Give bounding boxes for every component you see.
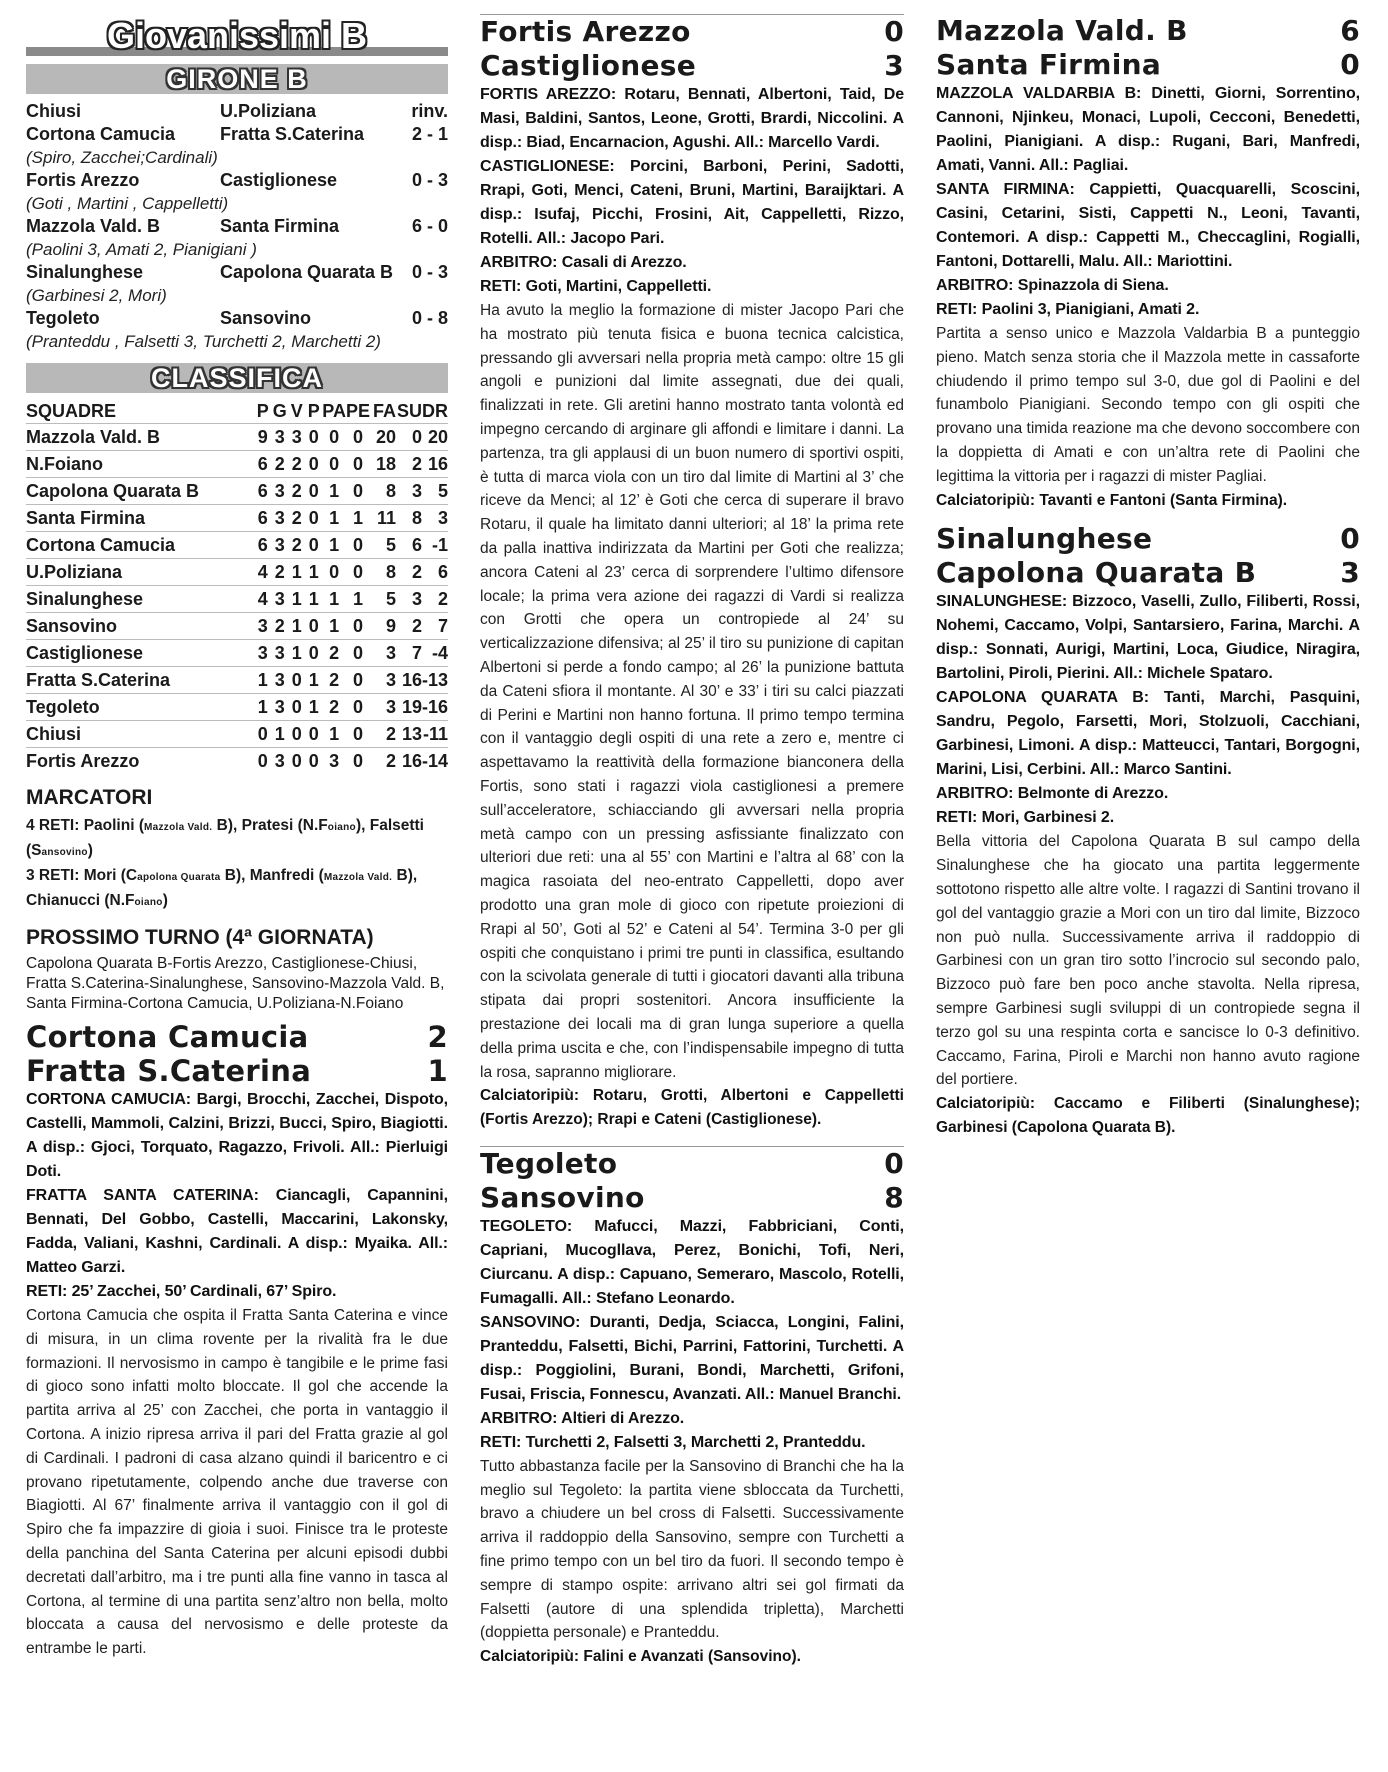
stat-cell: 0	[305, 748, 322, 775]
stat-cell: 1	[305, 559, 322, 586]
stat-cell: 2	[370, 721, 396, 748]
stat-cell: 3	[271, 694, 288, 721]
away-team-line	[26, 1054, 448, 1088]
stat-cell: 0	[288, 748, 305, 775]
goals: RETI: Paolini 3, Pianigiani, Amati 2.	[936, 301, 1200, 318]
team-name: Mazzola Vald. B	[936, 14, 1188, 47]
result-row	[26, 123, 448, 146]
stat-cell: 3	[271, 586, 288, 613]
stat-cell: 0	[305, 505, 322, 532]
result-row	[26, 215, 448, 238]
scorers-team: Mazzola Vald.	[143, 822, 213, 833]
standings-table	[26, 399, 448, 774]
report-text: Bella vittoria del Capolona Quarata B sul campo della Sinalunghese che ha giocato una partita leggermente sottotono rispetto alle altre volte. I ragazzi di Santini trovano il gol del vantaggio grazie a Mori con un tiro dal limite, Bizzoco non può nulla. Successivamente arriva il raddoppio di Garbinesi con un gran tiro sotto l’incrocio sul secondo palo, Bizzoco può fare ben poco anche stavolta. Nella ripresa, sempre Garbinesi sugli sviluppi di un contropiede segna il terzo gol su una respinta corta e sancisce lo 0-3 definitivo. Caccamo, Farina, Piroli e Marchi non hanno avuto ragione del portiere.	[936, 833, 1360, 1089]
stat-cell: 0	[305, 532, 322, 559]
team-name: Fratta S.Caterina	[26, 667, 254, 694]
home-team: Mazzola Vald. B	[26, 216, 161, 236]
stat-cell: 3	[396, 478, 422, 505]
team-score: 0	[884, 15, 904, 48]
home-team: Tegoleto	[26, 308, 100, 328]
stat-cell: 11	[370, 505, 396, 532]
stat-cell: 1	[322, 613, 346, 640]
stat-cell: 0	[288, 721, 305, 748]
stat-cell: 8	[370, 478, 396, 505]
match-report-cortona	[26, 1020, 448, 1661]
away-team: Santa Firmina	[220, 216, 340, 236]
stat-cell: 0	[346, 721, 370, 748]
score: rinv.	[411, 101, 448, 121]
standings-row	[26, 613, 448, 640]
standings-row	[26, 424, 448, 451]
stat-cell: 1	[305, 667, 322, 694]
standings-row	[26, 640, 448, 667]
result-row	[26, 169, 448, 192]
stat-cell: 0	[346, 667, 370, 694]
team-name: Chiusi	[26, 721, 254, 748]
team-name: Sinalunghese	[26, 586, 254, 613]
team-name: Castiglionese	[26, 640, 254, 667]
stat-cell: 0	[305, 613, 322, 640]
away-team-line	[936, 556, 1360, 590]
referee: ARBITRO: Casali di Arezzo.	[480, 254, 687, 271]
stat-cell: 20	[370, 424, 396, 451]
scorers-team: ansovino	[41, 847, 88, 858]
scorers-line	[26, 814, 448, 864]
scorers-text: B), Pratesi (N.F	[212, 817, 328, 834]
stat-cell: 6	[254, 451, 271, 478]
team-name: Cortona Camucia	[26, 532, 254, 559]
stat-cell: 2	[271, 613, 288, 640]
standings-row	[26, 721, 448, 748]
referee: ARBITRO: Altieri di Arezzo.	[480, 1409, 685, 1427]
best-players	[480, 1645, 904, 1669]
stat-cell: 5	[370, 586, 396, 613]
stat-cell: 5	[370, 532, 396, 559]
stat-cell: 2	[288, 505, 305, 532]
away-lineup: SANTA FIRMINA: Cappietti, Quacquarelli, Scoscini, Casini, Cetarini, Sisti, Cappetti N., Leoni, Tavanti, Contemori. A disp.: Cappetti M., Checcaglini, Rogialli, Fantoni, Dottarelli, Malu. All.: Mariottini.	[936, 181, 1360, 270]
stat-cell: 3	[322, 748, 346, 775]
goals: RETI: Goti, Martini, Cappelletti.	[480, 278, 712, 295]
title-text: Giovanissimi B	[106, 15, 368, 56]
standings-row	[26, 667, 448, 694]
stat-cell: 0	[346, 532, 370, 559]
stat-cell: 0	[305, 424, 322, 451]
stat-cell: 3	[271, 424, 288, 451]
group-header	[26, 64, 448, 94]
referee: ARBITRO: Spinazzola di Siena.	[936, 277, 1169, 294]
stat-cell: 3	[370, 667, 396, 694]
stat-cell: 0	[346, 640, 370, 667]
away-lineup: FRATTA SANTA CATERINA: Ciancagli, Capannini, Bennati, Del Gobbo, Castelli, Maccarini, Lakonsky, Fadda, Valiani, Kashni, Cardinali. A disp.: Myaika. All.: Matteo Garzi.	[26, 1187, 448, 1276]
stat-cell: 1	[288, 613, 305, 640]
team-name: Sinalunghese	[936, 522, 1153, 556]
goals: RETI: 25’ Zacchei, 50’ Cardinali, 67’ Spiro.	[26, 1283, 337, 1300]
stat-cell: 2	[322, 667, 346, 694]
match-report-tegoleto	[480, 1146, 904, 1669]
stat-cell: 0	[346, 451, 370, 478]
team-name: Mazzola Vald. B	[26, 424, 254, 451]
away-lineup: CASTIGLIONESE: Porcini, Barboni, Perini, Sadotti, Rrapi, Goti, Menci, Cateni, Bruni, Martini, Baraijktari. A disp.: Isufaj, Picchi, Frosini, Ait, Cappelletti, Rizzo, Rotelli. All.: Jacopo Pari.	[480, 158, 904, 247]
stat-cell: 0	[288, 694, 305, 721]
stat-cell: 3	[370, 694, 396, 721]
stat-cell: -1	[422, 532, 448, 559]
team-score: 0	[884, 1146, 904, 1180]
stat-cell: 0	[346, 748, 370, 775]
stat-cell: 2	[288, 451, 305, 478]
home-team: Chiusi	[26, 101, 82, 121]
stat-cell: 0	[346, 424, 370, 451]
stat-cell: 7	[422, 613, 448, 640]
col-header: P	[307, 400, 320, 421]
stat-cell: 0	[346, 559, 370, 586]
stat-cell: 3	[271, 478, 288, 505]
col-header: SU	[396, 400, 422, 421]
stat-cell: 0	[322, 559, 346, 586]
stat-cell: -14	[422, 748, 448, 775]
stat-cell: 3	[422, 505, 448, 532]
stat-cell: 1	[254, 667, 271, 694]
result-scorers: (Pranteddu , Falsetti 3, Turchetti 2, Marchetti 2)	[26, 332, 381, 351]
team-score: 0	[1340, 522, 1360, 556]
stat-cell: 8	[396, 505, 422, 532]
team-name: Capolona Quarata B	[936, 556, 1257, 590]
stat-cell: 6	[254, 505, 271, 532]
stat-cell: -4	[422, 640, 448, 667]
team-name: Cortona Camucia	[26, 1020, 309, 1054]
team-score: 6	[1340, 14, 1360, 47]
stat-cell: 13	[396, 721, 422, 748]
score: 2 - 1	[411, 124, 448, 144]
home-lineup: MAZZOLA VALDARBIA B: Dinetti, Giorni, Sorrentino, Cannoni, Njinkeu, Monaci, Lupoli, Cecconi, Benedetti, Paolini, Pianigiani. A disp.: Rugani, Bari, Manfredi, Amati, Vanni. All.: Pagliai.	[936, 85, 1360, 174]
stat-cell: 5	[422, 478, 448, 505]
stat-cell: 2	[322, 640, 346, 667]
result-scorers: (Paolini 3, Amati 2, Pianigiani )	[26, 240, 257, 259]
goals: RETI: Mori, Garbinesi 2.	[936, 809, 1115, 827]
stat-cell: 1	[305, 586, 322, 613]
score: 0 - 8	[411, 308, 448, 328]
stat-cell: 3	[271, 640, 288, 667]
standings-row	[26, 532, 448, 559]
home-team-line	[26, 1020, 448, 1054]
score: 0 - 3	[411, 170, 448, 190]
page-title	[26, 14, 448, 58]
home-lineup: SINALUNGHESE: Bizzoco, Vaselli, Zullo, Filiberti, Rossi, Nohemi, Caccamo, Volpi, Santarsiero, Farina, Marchi. A disp.: Sonnati, Aurigi, Martini, Loca, Giudice, Niragira, Bartolini, Piroli, Pierini. All.: Michele Spataro.	[936, 593, 1360, 683]
column-middle	[480, 14, 904, 1669]
team-name: Sansovino	[26, 613, 254, 640]
column-right	[936, 14, 1360, 1140]
stat-cell: 7	[396, 640, 422, 667]
team-name: U.Poliziana	[26, 559, 254, 586]
best-players-text: Calciatoripiù: Caccamo e Filiberti (Sinalunghese); Garbinesi (Capolona Quarata B).	[936, 1095, 1360, 1136]
stat-cell: 0	[305, 640, 322, 667]
standings-header-row	[26, 399, 448, 424]
stat-cell: 2	[396, 613, 422, 640]
column-left	[26, 14, 448, 1661]
scorers-team: Mazzola Vald.	[323, 872, 393, 883]
stat-cell: 1	[288, 640, 305, 667]
results-list	[26, 100, 448, 353]
stat-cell: 4	[254, 586, 271, 613]
stat-cell: 3	[254, 640, 271, 667]
stat-cell: 1	[322, 478, 346, 505]
score: 0 - 3	[411, 262, 448, 282]
stat-cell: 0	[305, 451, 322, 478]
stat-cell: 3	[396, 586, 422, 613]
stat-cell: 0	[346, 478, 370, 505]
home-lineup: TEGOLETO: Mafucci, Mazzi, Fabbriciani, Conti, Capriani, Mucogllava, Perez, Bonichi, Tofi, Neri, Ciurcanu. A disp.: Capuano, Semeraro, Mascolo, Rotelli, Fumagalli. All.: Stefano Leonardo.	[480, 1217, 904, 1307]
home-team-line	[480, 1147, 904, 1181]
stat-cell: 1	[322, 532, 346, 559]
next-round-title: PROSSIMO TURNO (4ª GIORNATA)	[26, 926, 374, 949]
scorers-title: MARCATORI	[26, 786, 153, 809]
stat-cell: 6	[422, 559, 448, 586]
team-name: Santa Firmina	[936, 48, 1162, 81]
stat-cell: 1	[305, 694, 322, 721]
report-text: Tutto abbastanza facile per la Sansovino di Branchi che ha la meglio sul Tegoleto: la partita viene sbloccata da Turchetti, bravo a chiudere un bel cross di Falsetti. Successivamente arriva il raddoppio della Sansovino, sempre con Turchetti a fine primo tempo con un bel tiro da fuori. Il secondo tempo è sempre di stampo ospite: arrivano altri sei gol firmati da Falsetti (autore di una splendida tripletta), Marchetti (doppietta personale) e Pranteddu.	[480, 1457, 904, 1642]
scorers-text: B), Manfredi (	[220, 867, 324, 884]
stat-cell: 2	[288, 532, 305, 559]
stat-cell: 1	[322, 721, 346, 748]
standings-row	[26, 559, 448, 586]
team-name: N.Foiano	[26, 451, 254, 478]
best-players-text: Calciatoripiù: Falini e Avanzati (Sansovino).	[480, 1648, 801, 1666]
best-players-text: Calciatoripiù: Tavanti e Fantoni (Santa Firmina).	[936, 491, 1288, 509]
away-team: Sansovino	[220, 308, 312, 328]
stat-cell: 2	[396, 559, 422, 586]
stat-cell: 0	[346, 694, 370, 721]
group-title: GIRONE B	[166, 64, 308, 94]
team-name: Capolona Quarata B	[26, 478, 254, 505]
home-lineup: FORTIS AREZZO: Rotaru, Bennati, Albertoni, Taid, De Masi, Baldini, Santos, Leone, Grotti, Brardi, Niccolini. A disp.: Biad, Encarnacion, Agushi. All.: Marcello Vardi.	[480, 86, 904, 151]
home-team-line	[936, 14, 1360, 48]
scorers-text: B), Chianucci (N.F	[26, 867, 418, 909]
result-row	[26, 307, 448, 330]
col-header: PE	[345, 400, 370, 421]
best-players	[480, 1084, 904, 1132]
col-header: FA	[372, 400, 396, 421]
stat-cell: 0	[254, 721, 271, 748]
stat-cell: 0	[305, 721, 322, 748]
goals: RETI: Turchetti 2, Falsetti 3, Marchetti 2, Pranteddu.	[480, 1433, 866, 1451]
stat-cell: 2	[322, 694, 346, 721]
stat-cell: 18	[370, 451, 396, 478]
report-text: Cortona Camucia che ospita il Fratta Santa Caterina e vince di misura, in un clima rovente per la rivalità fra le due formazioni. Il nervosismo in campo è tangibile e le prime fasi di gioco sono infatti molto bloccate. Il gol che accende la partita arriva al 25’ con Zacchei, che porta in vantaggio il Cortona. A inizio ripresa arriva il pari del Fratta grazie al gol di Cardinali. I padroni di casa alzano quindi il baricentro e ci provano ripetutamente, colpendo anche due traverse con Biagiotti. Al 67’ finalmente arriva il vantaggio con il gol di Spiro che fa impazzire di gioia i suoi. Finisce tra le proteste della panchina del Santa Caterina per alcuni episodi dubbi decretati dall’arbitro, ma i tre punti alla fine vanno in tasca al Cortona, al termine di una partita senz’altro non bella, molto bloccata a causa del nervosismo e delle proteste da entrambe le parti.	[26, 1307, 448, 1658]
match-report-sinalunghese	[936, 522, 1360, 1139]
match-report-mazzola	[936, 14, 1360, 512]
away-lineup: SANSOVINO: Duranti, Dedja, Sciacca, Longini, Falini, Pranteddu, Falsetti, Bichi, Parrini, Fattorini, Turchetti. A disp.: Poggiolini, Burani, Bondi, Marchetti, Grifoni, Fusai, Friscia, Fonnescu, Avanzati. All.: Manuel Branchi.	[480, 1313, 904, 1403]
team-name: Tegoleto	[480, 1146, 618, 1180]
stat-cell: 1	[288, 559, 305, 586]
report-text: Ha avuto la meglio la formazione di mister Jacopo Pari che ha mostrato più tenuta fisica e buona tecnica calcistica, pressando gli avversari nella propria metà campo: oltre 15 gli angoli e punizioni dal limite assegnati, due dei quali, finalizzati in rete. Gli aretini hanno mostrato tanta volontà ed impegno cercando di arginare gli affondi e limitare i danni. La partenza, tra gli applausi di un buon numero di sportivi ospiti, è tutta di marca viola con un tiro dal limite di Martini al 3’ che riceve da Menci; al 12’ è Goti che cerca di superare il bravo Rotaru, il quale ha limitato danni ulteriori; al 18’ la prima rete da palla inattiva indirizzata da Martini per Goti che realizza; ancora Cateni al 23’ cerca di sorprendere l’ultimo difensore locale; la prima vera azione dei ragazzi di Vardi si realizza con Grotti che opera un contropiede al 24’ su verticalizzazione difensiva; al 25’ il tiro su punizione di capitan Albertoni si perde a fondo campo; al 26’ la punizione battuta da Cateni sfiora il montante. Al 30’ e 33’ i tiri su calci piazzati di Perini e Martini non hanno fortuna. Il primo tempo termina con il vantaggio degli ospiti di una rete a zero e, mentre ci aspettavamo la reattività della formazione bianconera della Fortis, sono stati i ragazzi viola castiglionesi a premere sull’acceleratore, schiacciando gli avversari nella propria metà campo con un pressing asfissiante finalizzato con ulteriori due reti: una al 55’ con Martini e l’altra al 68’ con la magica rasoiata del neo-entrato Cappelletti, dopo aver prodotto una gran mole di gioco con ripetute proiezioni di Rrapi al 50’, Goti al 52’ e Cateni al 54’. Termina 3-0 per gli ospiti che conquistano i primi tre punti in classifica, esultando con la scivolata generale di tutti i giocatori davanti alla tribuna stipata dai propri sostenitori. Ancora insufficiente la prestazione dei locali ma di gran lunga superiore a quella della prima uscita e che, con l’indispensabile impegno di tutta la rosa, sapranno migliorare.	[480, 302, 904, 1081]
standings-row	[26, 586, 448, 613]
away-lineup: CAPOLONA QUARATA B: Tanti, Marchi, Pasquini, Sandru, Pegolo, Farsetti, Mori, Stolzuoli, Cacchiani, Garbinesi, Limoni. A disp.: Matteucci, Tantari, Borgogni, Marini, Lisi, Cerbini. All.: Marco Santini.	[936, 689, 1360, 779]
best-players-text: Calciatoripiù: Rotaru, Grotti, Albertoni e Cappelletti (Fortis Arezzo); Rrapi e Cateni (Castiglionese).	[480, 1087, 904, 1129]
stat-cell: 1	[346, 586, 370, 613]
team-name: Castiglionese	[480, 49, 697, 82]
stat-cell: 9	[254, 424, 271, 451]
team-score: 1	[427, 1054, 448, 1088]
standings-row	[26, 505, 448, 532]
stat-cell: 3	[288, 424, 305, 451]
stat-cell: 1	[322, 505, 346, 532]
stat-cell: 9	[370, 613, 396, 640]
scorers-team: oiano	[327, 822, 356, 833]
stat-cell: 16	[422, 451, 448, 478]
standings-row	[26, 478, 448, 505]
stat-cell: 1	[288, 586, 305, 613]
col-header: PA	[322, 400, 346, 421]
stat-cell: -13	[422, 667, 448, 694]
team-name: Fortis Arezzo	[26, 748, 254, 775]
scorers-text: )	[87, 842, 93, 859]
stat-cell: 3	[254, 613, 271, 640]
stat-cell: 0	[346, 613, 370, 640]
stat-cell: 19	[396, 694, 422, 721]
stat-cell: 20	[422, 424, 448, 451]
col-header: SQUADRE	[26, 400, 117, 421]
col-header: DR	[422, 400, 448, 421]
result-scorers: (Goti , Martini , Cappelletti)	[26, 194, 229, 213]
home-team: Fortis Arezzo	[26, 170, 140, 190]
team-score: 8	[884, 1180, 904, 1214]
stat-cell: 3	[271, 748, 288, 775]
stat-cell: 8	[370, 559, 396, 586]
result-row	[26, 261, 448, 284]
away-team: Capolona Quarata B	[220, 262, 394, 282]
away-team-line	[936, 48, 1360, 82]
stat-cell: 1	[322, 586, 346, 613]
team-score: 2	[427, 1020, 448, 1054]
team-name: Tegoleto	[26, 694, 254, 721]
team-name: Sansovino	[480, 1180, 645, 1214]
scorers-team: apolona Quarata	[137, 872, 221, 883]
col-header: G	[272, 400, 287, 421]
team-score: 3	[1340, 556, 1360, 590]
result-scorers: (Spiro, Zacchei;Cardinali)	[26, 148, 218, 167]
score: 6 - 0	[411, 216, 448, 236]
stat-cell: 3	[271, 532, 288, 559]
stat-cell: 0	[396, 424, 422, 451]
home-team: Cortona Camucia	[26, 124, 176, 144]
away-team-line	[480, 49, 904, 83]
stat-cell: 16	[396, 667, 422, 694]
scorers-text: 3 RETI: Mori (C	[26, 867, 138, 884]
scorers-line	[26, 864, 448, 914]
stat-cell: 2	[271, 559, 288, 586]
next-round-text: Capolona Quarata B-Fortis Arezzo, Castiglionese-Chiusi, Fratta S.Caterina-Sinalunghese, Sansovino-Mazzola Vald. B, Santa Firmina-Cortona Camucia, U.Poliziana-N.Foiano	[26, 955, 445, 1012]
standings-title: CLASSIFICA	[151, 363, 323, 393]
home-team: Sinalunghese	[26, 262, 144, 282]
stat-cell: 6	[254, 478, 271, 505]
stat-cell: 2	[422, 586, 448, 613]
scorers-text: ), Falsetti (S	[26, 817, 424, 859]
stat-cell: 3	[271, 667, 288, 694]
match-report-fortis	[480, 14, 904, 1132]
stat-cell: 1	[346, 505, 370, 532]
stat-cell: 3	[370, 640, 396, 667]
stat-cell: 1	[254, 694, 271, 721]
result-scorers: (Garbinesi 2, Mori)	[26, 286, 167, 305]
stat-cell: -16	[422, 694, 448, 721]
col-header: P	[256, 400, 269, 421]
stat-cell: 2	[288, 478, 305, 505]
team-score: 0	[1340, 48, 1360, 81]
col-header: V	[290, 400, 303, 421]
stat-cell: 2	[396, 451, 422, 478]
home-team-line	[936, 522, 1360, 556]
scorers-team: oiano	[134, 897, 163, 908]
away-team: Fratta S.Caterina	[220, 124, 365, 144]
team-name: Santa Firmina	[26, 505, 254, 532]
stat-cell: 0	[305, 478, 322, 505]
result-row	[26, 100, 448, 123]
standings-row	[26, 451, 448, 478]
scorers-text: )	[162, 892, 168, 909]
standings-row	[26, 694, 448, 721]
home-lineup: CORTONA CAMUCIA: Bargi, Brocchi, Zacchei, Dispoto, Castelli, Mammoli, Calzini, Brizzi, Bucci, Spiro, Biagiotti. A disp.: Gjoci, Torquato, Ragazzo, Frivoli. All.: Pierluigi Doti.	[26, 1091, 448, 1180]
best-players	[936, 489, 1360, 513]
stat-cell: 0	[322, 424, 346, 451]
stat-cell: 2	[370, 748, 396, 775]
away-team: Castiglionese	[220, 170, 338, 190]
team-score: 3	[884, 49, 904, 82]
home-team-line	[480, 15, 904, 49]
stat-cell: 1	[271, 721, 288, 748]
stat-cell: 0	[254, 748, 271, 775]
team-name: Fratta S.Caterina	[26, 1054, 312, 1088]
standings-header	[26, 363, 448, 393]
away-team: U.Poliziana	[220, 101, 317, 121]
stat-cell: 16	[396, 748, 422, 775]
team-name: Fortis Arezzo	[480, 15, 691, 48]
away-team-line	[480, 1181, 904, 1215]
stat-cell: 0	[322, 451, 346, 478]
stat-cell: 6	[396, 532, 422, 559]
stat-cell: 6	[254, 532, 271, 559]
stat-cell: 2	[271, 451, 288, 478]
stat-cell: -11	[422, 721, 448, 748]
standings-row	[26, 748, 448, 775]
scorers-text: 4 RETI: Paolini (	[26, 817, 144, 834]
stat-cell: 0	[288, 667, 305, 694]
stat-cell: 3	[271, 505, 288, 532]
referee: ARBITRO: Belmonte di Arezzo.	[936, 785, 1169, 803]
report-text: Partita a senso unico e Mazzola Valdarbia B a punteggio pieno. Match senza storia che il Mazzola mette in cassaforte chiudendo il primo tempo sul 3-0, due gol di Paolini e del funambolo Pianigiani. Secondo tempo con gli ospiti che provano una timida reazione ma che devono soccombere con la doppietta di Amati e con un’altra rete di Paolini che legittima la vittoria per i ragazzi di mister Pagliai.	[936, 325, 1360, 485]
stat-cell: 4	[254, 559, 271, 586]
best-players	[936, 1092, 1360, 1140]
